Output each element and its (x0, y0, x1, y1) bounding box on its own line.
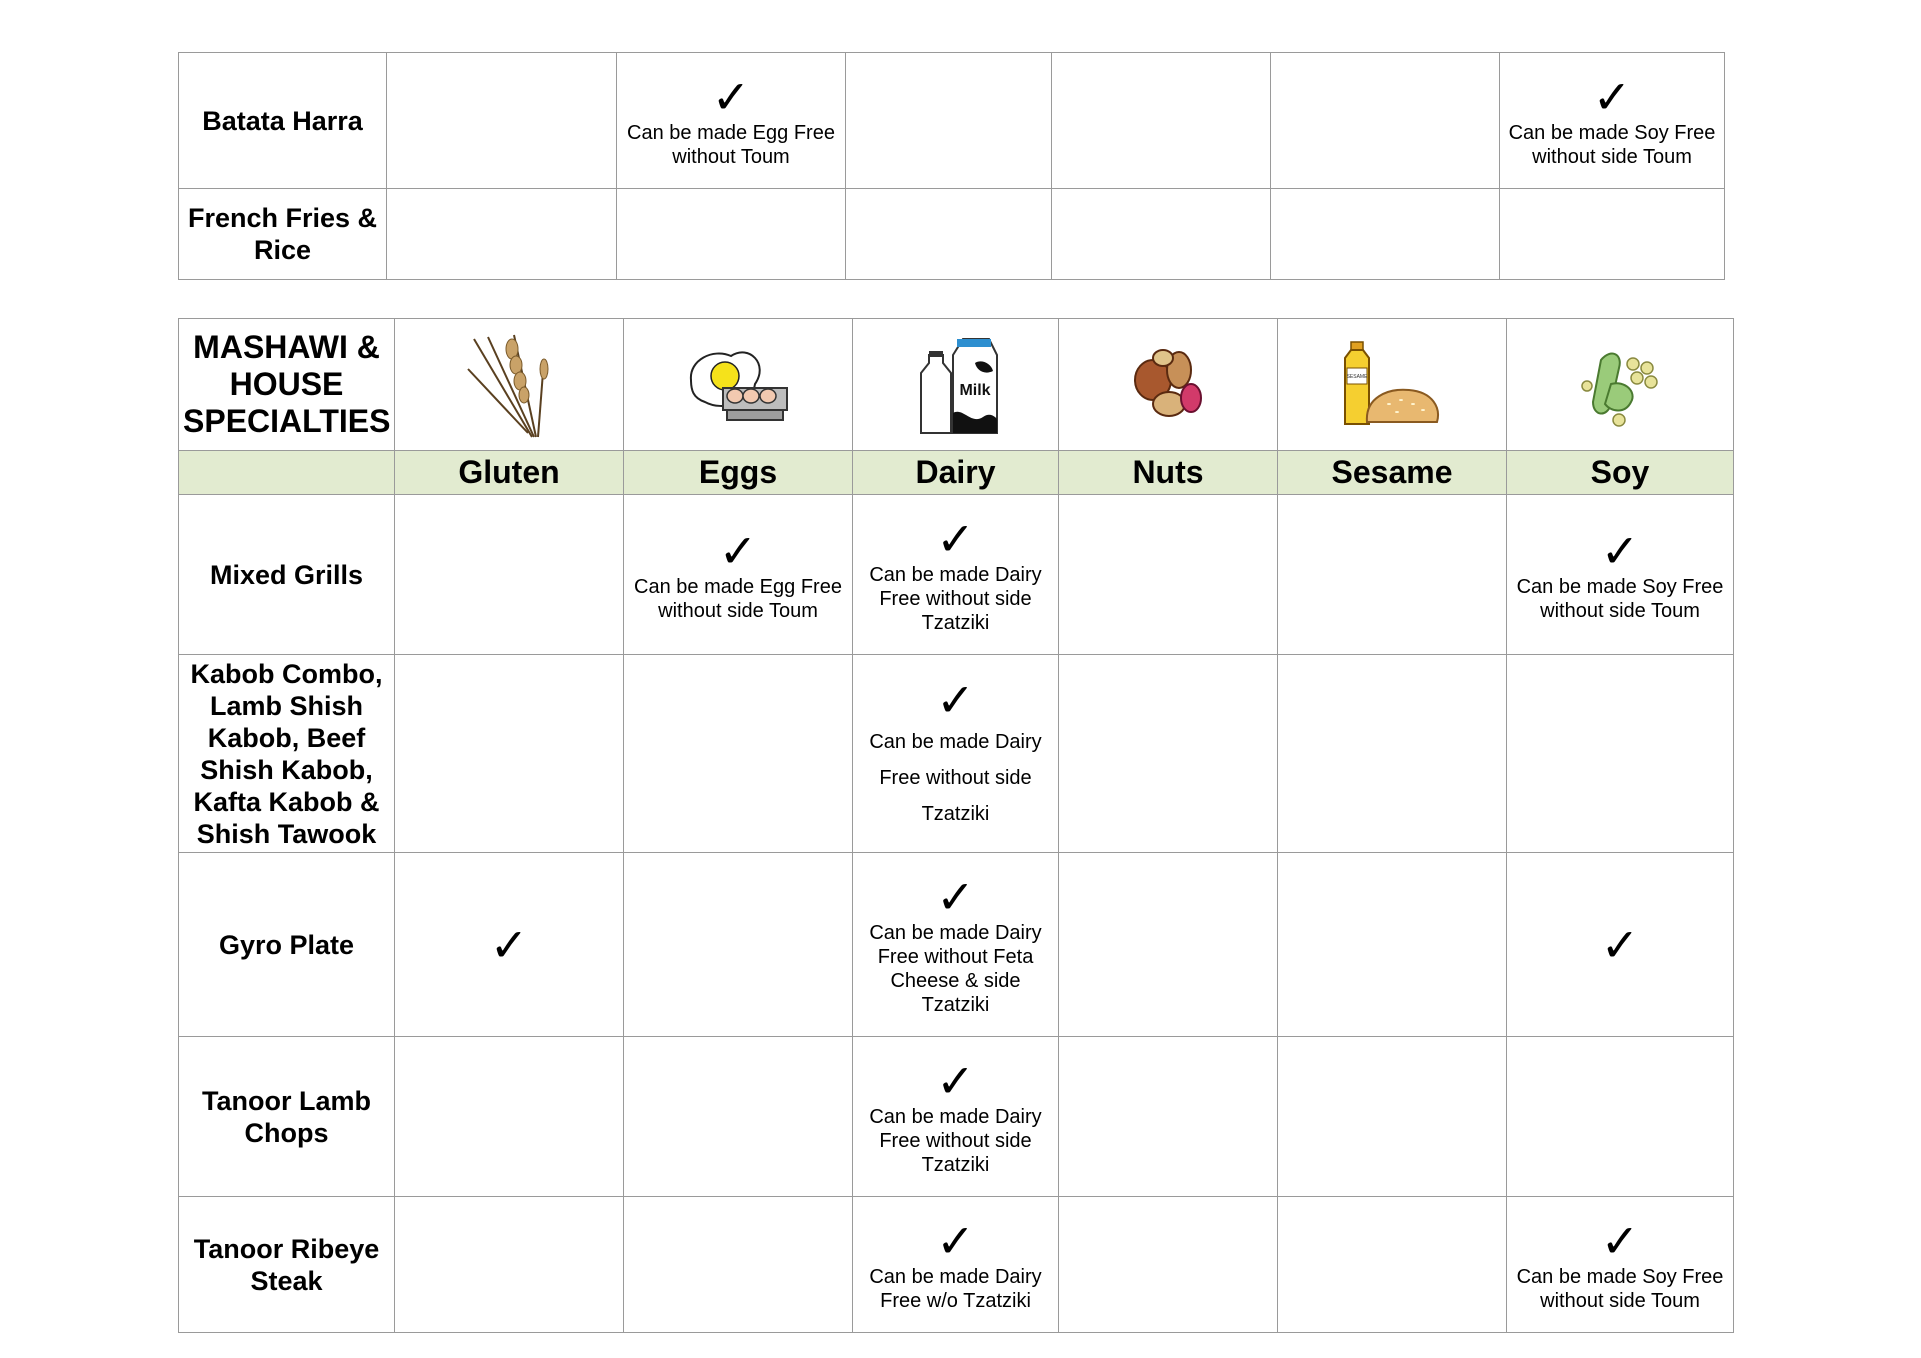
allergen-cell (624, 655, 853, 853)
allergen-note: Can be made Dairy Free without side Tzatziki (869, 563, 1042, 634)
allergen-cell (617, 53, 846, 189)
allergen-cell (387, 53, 617, 189)
table-row (179, 495, 1734, 655)
allergen-cell (1278, 1037, 1507, 1197)
column-header-blank (179, 451, 395, 495)
allergen-cell (1278, 495, 1507, 655)
allergen-cell (1059, 495, 1278, 655)
check-icon: ✓ (936, 869, 975, 924)
column-header-soy: Soy (1507, 451, 1734, 495)
allergen-note: Can be made Soy Free without side Toum (1508, 121, 1716, 168)
allergen-cell (853, 853, 1059, 1037)
allergen-cell (1507, 655, 1734, 853)
icon-cell (1278, 319, 1507, 451)
allergen-cell (1271, 53, 1500, 189)
allergen-note: Can be made Soy Free without side Toum (1516, 575, 1724, 622)
allergen-cell (395, 1037, 624, 1197)
allergen-cell (395, 1197, 624, 1333)
allergen-cell (853, 1037, 1059, 1197)
allergen-cell (1507, 495, 1734, 655)
allergen-note: Can be made Dairy Free without side Tzatziki (869, 730, 1042, 825)
icon-cell (395, 319, 624, 451)
allergen-cell (624, 1037, 853, 1197)
column-header-eggs: Eggs (624, 451, 853, 495)
allergen-note: Can be made Egg Free without side Toum (634, 575, 842, 622)
check-icon: ✓ (936, 1213, 975, 1268)
allergen-note: Can be made Dairy Free w/o Tzatziki (869, 1265, 1042, 1312)
check-icon: ✓ (1600, 523, 1640, 578)
allergen-cell (1271, 189, 1500, 280)
column-header-dairy: Dairy (853, 451, 1059, 495)
allergen-cell (395, 495, 624, 655)
wheat-icon (454, 329, 564, 441)
check-icon: ✓ (936, 1053, 975, 1108)
check-icon: ✓ (489, 917, 529, 972)
top-allergen-table (178, 52, 1725, 280)
allergen-note: Can be made Soy Free without side Toum (1516, 1265, 1724, 1312)
nuts-icon (1123, 340, 1213, 430)
menu-item-name: Tanoor Lamb Chops (179, 1037, 395, 1197)
check-icon: ✓ (1600, 1213, 1640, 1268)
allergen-note: Can be made Dairy Free without Feta Cheese & side Tzatziki (869, 921, 1042, 1016)
svg-text:Milk: Milk (958, 381, 991, 399)
mashawi-allergen-table (178, 318, 1734, 1333)
table-row (179, 1037, 1734, 1197)
eggs-icon (683, 340, 793, 430)
check-icon: ✓ (936, 511, 975, 566)
table-row (179, 1197, 1734, 1333)
column-header-sesame: Sesame (1278, 451, 1507, 495)
menu-item-name: Gyro Plate (179, 853, 395, 1037)
menu-item-name: Tanoor Ribeye Steak (179, 1197, 395, 1333)
check-icon: ✓ (711, 69, 751, 124)
allergen-cell (1500, 53, 1725, 189)
allergen-cell (1278, 655, 1507, 853)
icon-cell (624, 319, 853, 451)
allergen-cell (1052, 53, 1271, 189)
icon-cell (1507, 319, 1734, 451)
allergen-cell (846, 189, 1052, 280)
table-row (179, 655, 1734, 853)
check-icon: ✓ (718, 523, 758, 578)
milk-icon (911, 333, 1001, 437)
allergen-cell (1059, 655, 1278, 853)
allergen-cell (853, 655, 1059, 853)
menu-item-name: Batata Harra (179, 53, 387, 189)
allergen-cell (624, 495, 853, 655)
check-icon: ✓ (1592, 69, 1632, 124)
allergen-note: Can be made Dairy Free without side Tzatziki (869, 1105, 1042, 1176)
allergen-cell (1500, 189, 1725, 280)
column-header-gluten: Gluten (395, 451, 624, 495)
allergen-cell (1507, 1037, 1734, 1197)
allergen-cell (1059, 1197, 1278, 1333)
allergen-cell (846, 53, 1052, 189)
soy-icon (1575, 340, 1665, 430)
table-row (179, 853, 1734, 1037)
column-header-row (179, 451, 1734, 495)
check-icon: ✓ (1600, 917, 1640, 972)
allergen-cell (387, 189, 617, 280)
svg-text:SESAME: SESAME (1346, 373, 1368, 380)
allergen-cell (624, 853, 853, 1037)
allergen-cell (1059, 1037, 1278, 1197)
sesame-icon (1337, 340, 1447, 430)
allergen-cell (1278, 853, 1507, 1037)
allergen-cell (1507, 1197, 1734, 1333)
allergen-cell (1507, 853, 1734, 1037)
table-row (179, 189, 1725, 280)
icon-row (179, 319, 1734, 451)
allergen-cell (395, 853, 624, 1037)
allergen-cell (1052, 189, 1271, 280)
allergen-cell (617, 189, 846, 280)
allergen-cell (853, 495, 1059, 655)
icon-cell (853, 319, 1059, 451)
allergen-cell (853, 1197, 1059, 1333)
allergen-cell (1059, 853, 1278, 1037)
column-header-nuts: Nuts (1059, 451, 1278, 495)
section-title: MASHAWI & HOUSE SPECIALTIES (179, 319, 395, 451)
allergen-cell (395, 655, 624, 853)
menu-item-name: Kabob Combo, Lamb Shish Kabob, Beef Shish Kabob, Kafta Kabob & Shish Tawook (179, 655, 395, 853)
menu-item-name: French Fries & Rice (179, 189, 387, 280)
icon-cell (1059, 319, 1278, 451)
menu-item-name: Mixed Grills (179, 495, 395, 655)
check-icon: ✓ (936, 672, 975, 727)
allergen-cell (624, 1197, 853, 1333)
allergen-note: Can be made Egg Free without Toum (627, 121, 835, 168)
allergen-cell (1278, 1197, 1507, 1333)
table-row (179, 53, 1725, 189)
